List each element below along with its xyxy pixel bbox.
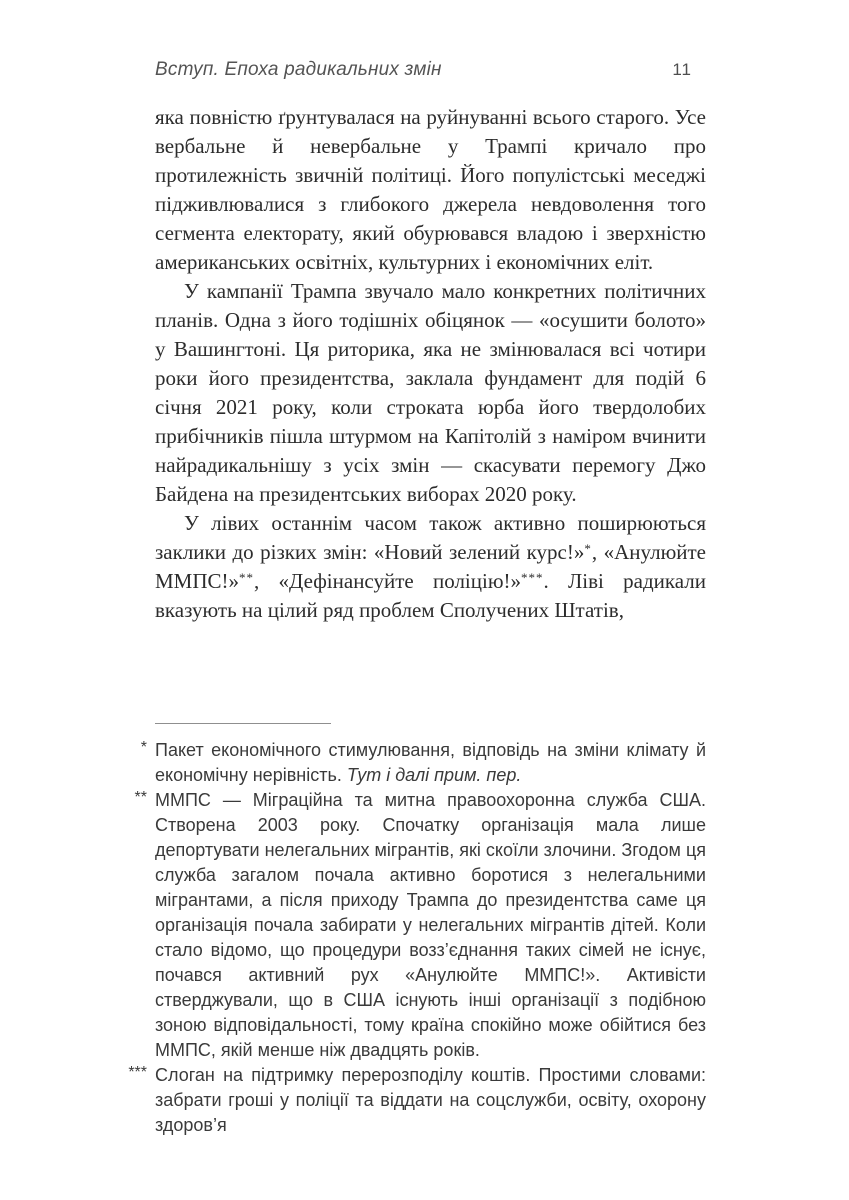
footnote-marker: * [140, 739, 147, 756]
paragraph: яка повністю ґрунтувалася на руйнуванні всього старого. Усе вербальне й невербальне у Трампі кричало про протилежність звичній політиці. Його популістські меседжі підживлювалися з глибокого джерела невдоволення того сегмента електорату, який обурювався владою і зверхністю американських освітніх, культурних і економічних еліт. [155, 105, 706, 274]
footnote-text: ММПС — Міграційна та митна правоохоронна служба США. Створена 2003 року. Спочатку організація мала лише депортувати нелегальних мігрантів, які скоїли злочини. Згодом ця служба загалом почала активно боротися з нелегальними мігрантами, а після приходу Трампа до президентства саме ця організація почала забирати у нелегальних мігрантів дітей. Коли стало відомо, що процедури возз’єднання таких сімей не існує, почався активний рух «Анулюйте ММПС!». Активісти стверджували, що в США існують інші організації з подібною зоною відповідальності, тому країна спокійно може обійтися без ММПС, якій менше ніж двадцять років. [155, 790, 706, 1060]
footnote [140, 738, 706, 788]
paragraph: У лівих останнім часом також активно поширюються заклики до різких змін: «Новий зелений курс!»*, «Анулюйте ММПС!»**, «Дефінансуйте поліцію!»***. Ліві радикали вказують на цілий ряд проблем Сполучених Штатів, [155, 511, 706, 622]
running-title: Вступ. Епоха радикальних змін [155, 59, 442, 80]
footnote-marker: *** [128, 1064, 147, 1081]
footnote-text: Пакет економічного стимулювання, відповідь на зміни клімату й економічну нерівність. Тут і далі прим. пер. [155, 740, 706, 785]
italic-text: Тут і далі прим. пер. [346, 765, 522, 785]
footnote-reference-mark: *** [521, 570, 544, 585]
page-header [155, 59, 706, 81]
page-number: 11 [672, 60, 692, 79]
footnotes-section [128, 723, 706, 1138]
footnote-divider [155, 723, 331, 724]
body-text [155, 103, 706, 625]
footnote-marker: ** [134, 789, 147, 806]
footnote [134, 788, 706, 1063]
paragraph: У кампанії Трампа звучало мало конкретних політичних планів. Одна з його тодішніх обіцянок — «осушити болото» у Вашингтоні. Ця риторика, яка не змінювалася всі чотири роки його президентства, заклала фундамент для подій 6 січня 2021 року, коли строката юрба його твердолобих прибічників пішла штурмом на Капітолій з наміром вчинити найрадикальнішу з усіх змін — скасувати перемогу Джо Байдена на президентських виборах 2020 року. [155, 279, 706, 506]
footnote-list [128, 738, 706, 1138]
footnote-reference-mark: * [584, 541, 592, 556]
footnote-text: Слоган на підтримку перерозподілу коштів. Простими словами: забрати гроші у поліції та віддати на соцслужби, освіту, охорону здоров’я [155, 1065, 706, 1135]
footnote [128, 1063, 706, 1138]
footnote-reference-mark: ** [239, 570, 255, 585]
